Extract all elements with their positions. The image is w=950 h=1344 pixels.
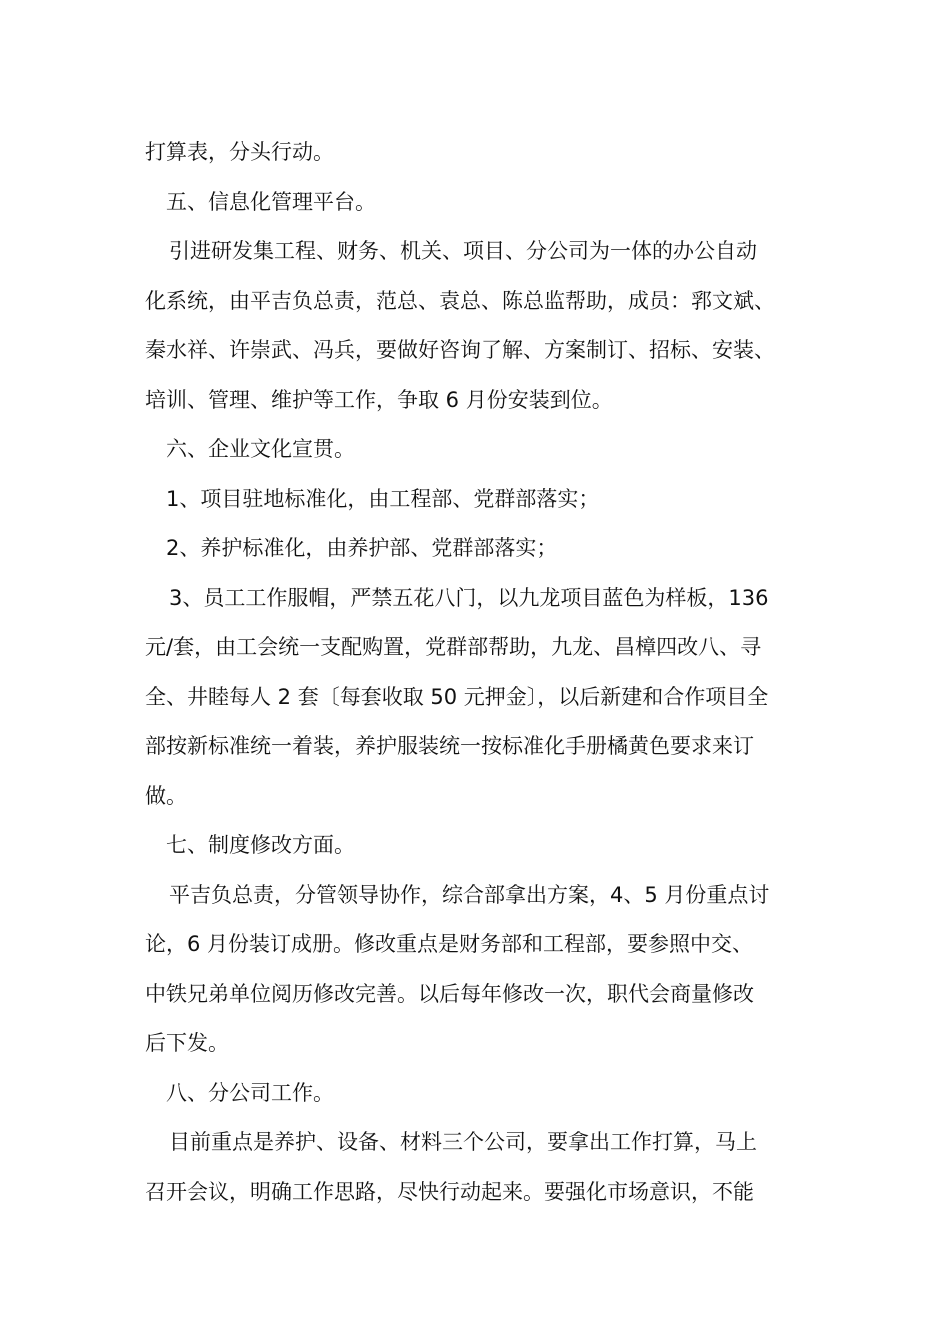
text-line: 平吉负总责，分管领导协作，综合部拿出方案，4、5 月份重点讨 xyxy=(169,882,770,907)
text-line: 秦水祥、许崇武、冯兵，要做好咨询了解、方案制订、招标、安装、 xyxy=(145,338,775,362)
text-line: 中铁兄弟单位阅历修改完善。以后每年修改一次，职代会商量修改 xyxy=(145,981,754,1006)
section-heading: 五、信息化管理平台。 xyxy=(166,189,376,214)
list-item: 1、项目驻地标准化，由工程部、党群部落实； xyxy=(166,486,600,511)
text-line: 引进研发集工程、财务、机关、项目、分公司为一体的办公自动 xyxy=(169,239,757,263)
section-heading: 六、企业文化宣贯。 xyxy=(166,437,355,461)
text-line: 部按新标准统一着装，养护服装统一按标准化手册橘黄色要求来订 xyxy=(145,734,754,758)
text-line: 元/套，由工会统一支配购置，党群部帮助，九龙、昌樟四改八、寻 xyxy=(145,635,762,659)
section-heading: 八、分公司工作。 xyxy=(166,1080,334,1105)
text-line: 全、井睦每人 2 套〔每套收取 50 元押金〕，以后新建和合作项目全 xyxy=(145,684,769,709)
document-body xyxy=(145,128,825,1217)
text-line: 化系统，由平吉负总责，范总、袁总、陈总监帮助，成员：郛文斌、 xyxy=(145,288,775,313)
text-line: 论，6 月份装订成册。修改重点是财务部和工程部，要参照中交、 xyxy=(145,932,754,956)
list-item: 3、员工工作服帽，严禁五花八门，以九龙项目蓝色为样板，136 xyxy=(169,585,769,610)
section-heading: 七、制度修改方面。 xyxy=(166,833,355,857)
text-line: 做。 xyxy=(145,783,187,808)
text-line: 打算表，分头行动。 xyxy=(145,140,334,164)
list-item: 2、养护标准化，由养护部、党群部落实； xyxy=(166,536,558,560)
text-line: 召开会议，明确工作思路，尽快行动起来。要强化市场意识，不能 xyxy=(145,1179,754,1204)
text-line: 培训、管理、维护等工作，争取 6 月份安装到位。 xyxy=(145,387,613,412)
text-line: 目前重点是养护、设备、材料三个公司，要拿出工作打算，马上 xyxy=(169,1130,757,1154)
text-line: 后下发。 xyxy=(145,1031,229,1055)
